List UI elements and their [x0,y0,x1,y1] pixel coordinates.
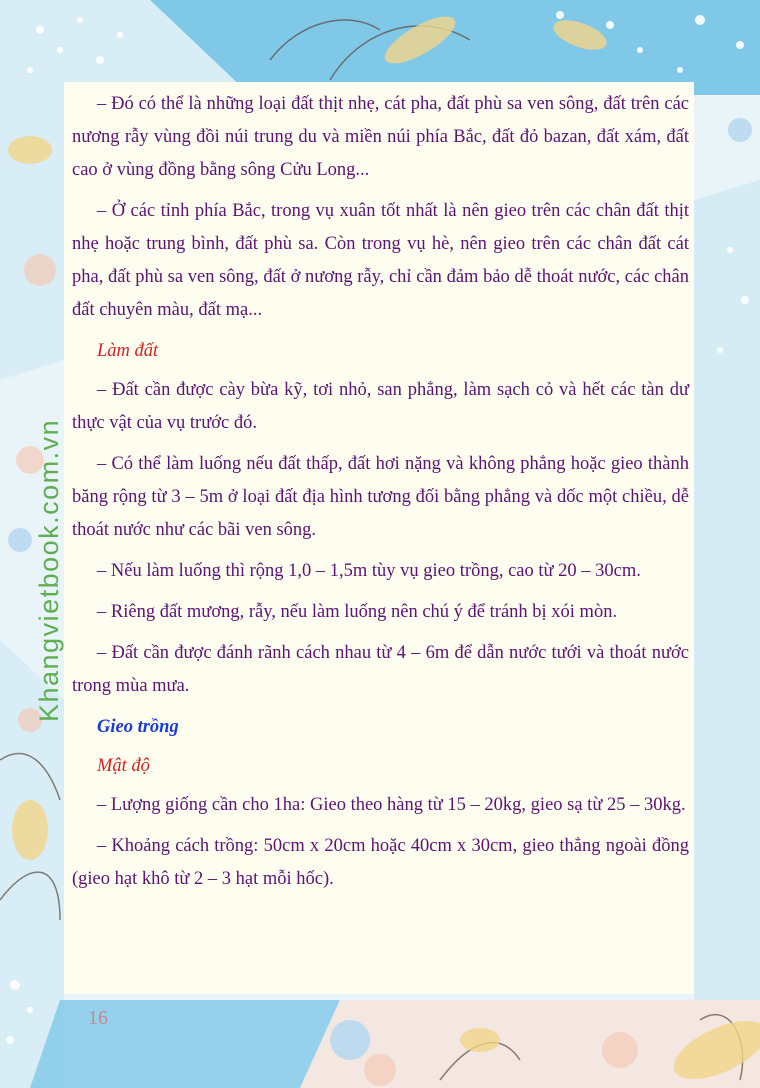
paragraph: – Đất cần được cày bừa kỹ, tơi nhỏ, san phẳng, làm sạch cỏ và hết các tàn dư thực vật của vụ trước đó. [72,380,689,433]
subheading-mat-do: Mật độ [97,756,150,776]
publisher-watermark: Khangvietbook.com.vn [34,418,64,722]
body-text [72,88,689,904]
paragraph: – Nếu làm luống thì rộng 1,0 – 1,5m tùy vụ gieo trồng, cao từ 20 – 30cm. [97,561,641,581]
paragraph: – Riêng đất mương, rẫy, nếu làm luống nên chú ý để tránh bị xói mòn. [97,602,618,622]
paragraph: – Ở các tỉnh phía Bắc, trong vụ xuân tốt nhất là nên gieo trên các chân đất thịt nhẹ hoặc trung bình, đất phù sa. Còn trong vụ hè, nên gieo trên các chân đất cát pha, đất phù sa ven sông, đất ở nương rẫy, chỉ cần đảm bảo dễ thoát nước, các chân đất chuyên màu, đất mạ... [72,201,689,320]
paragraph: – Khoảng cách trồng: 50cm x 20cm hoặc 40cm x 30cm, gieo thẳng ngoài đồng (gieo hạt khô từ 2 – 3 hạt mỗi hốc). [72,836,689,889]
paragraph: – Có thể làm luống nếu đất thấp, đất hơi nặng và không phẳng hoặc gieo thành băng rộng từ 3 – 5m ở loại đất địa hình tương đối bằng phẳng và dốc một chiều, dễ thoát nước như các bãi ven sông. [72,454,689,540]
page-number: 16 [88,1007,108,1029]
section-heading-gieo-trong: Gieo trồng [97,717,179,737]
paragraph: – Đất cần được đánh rãnh cách nhau từ 4 – 6m để dẫn nước tưới và thoát nước trong mùa mưa. [72,643,689,696]
paragraph: – Đó có thể là những loại đất thịt nhẹ, cát pha, đất phù sa ven sông, đất trên các nương rẫy vùng đồi núi trung du và miền núi phía Bắc, đất đỏ bazan, đất xám, đất cao ở vùng đồng bằng sông Cửu Long... [72,94,689,180]
section-heading-lam-dat: Làm đất [97,341,159,361]
paragraph: – Lượng giống cần cho 1ha: Gieo theo hàng từ 15 – 20kg, gieo sạ từ 25 – 30kg. [97,795,686,815]
